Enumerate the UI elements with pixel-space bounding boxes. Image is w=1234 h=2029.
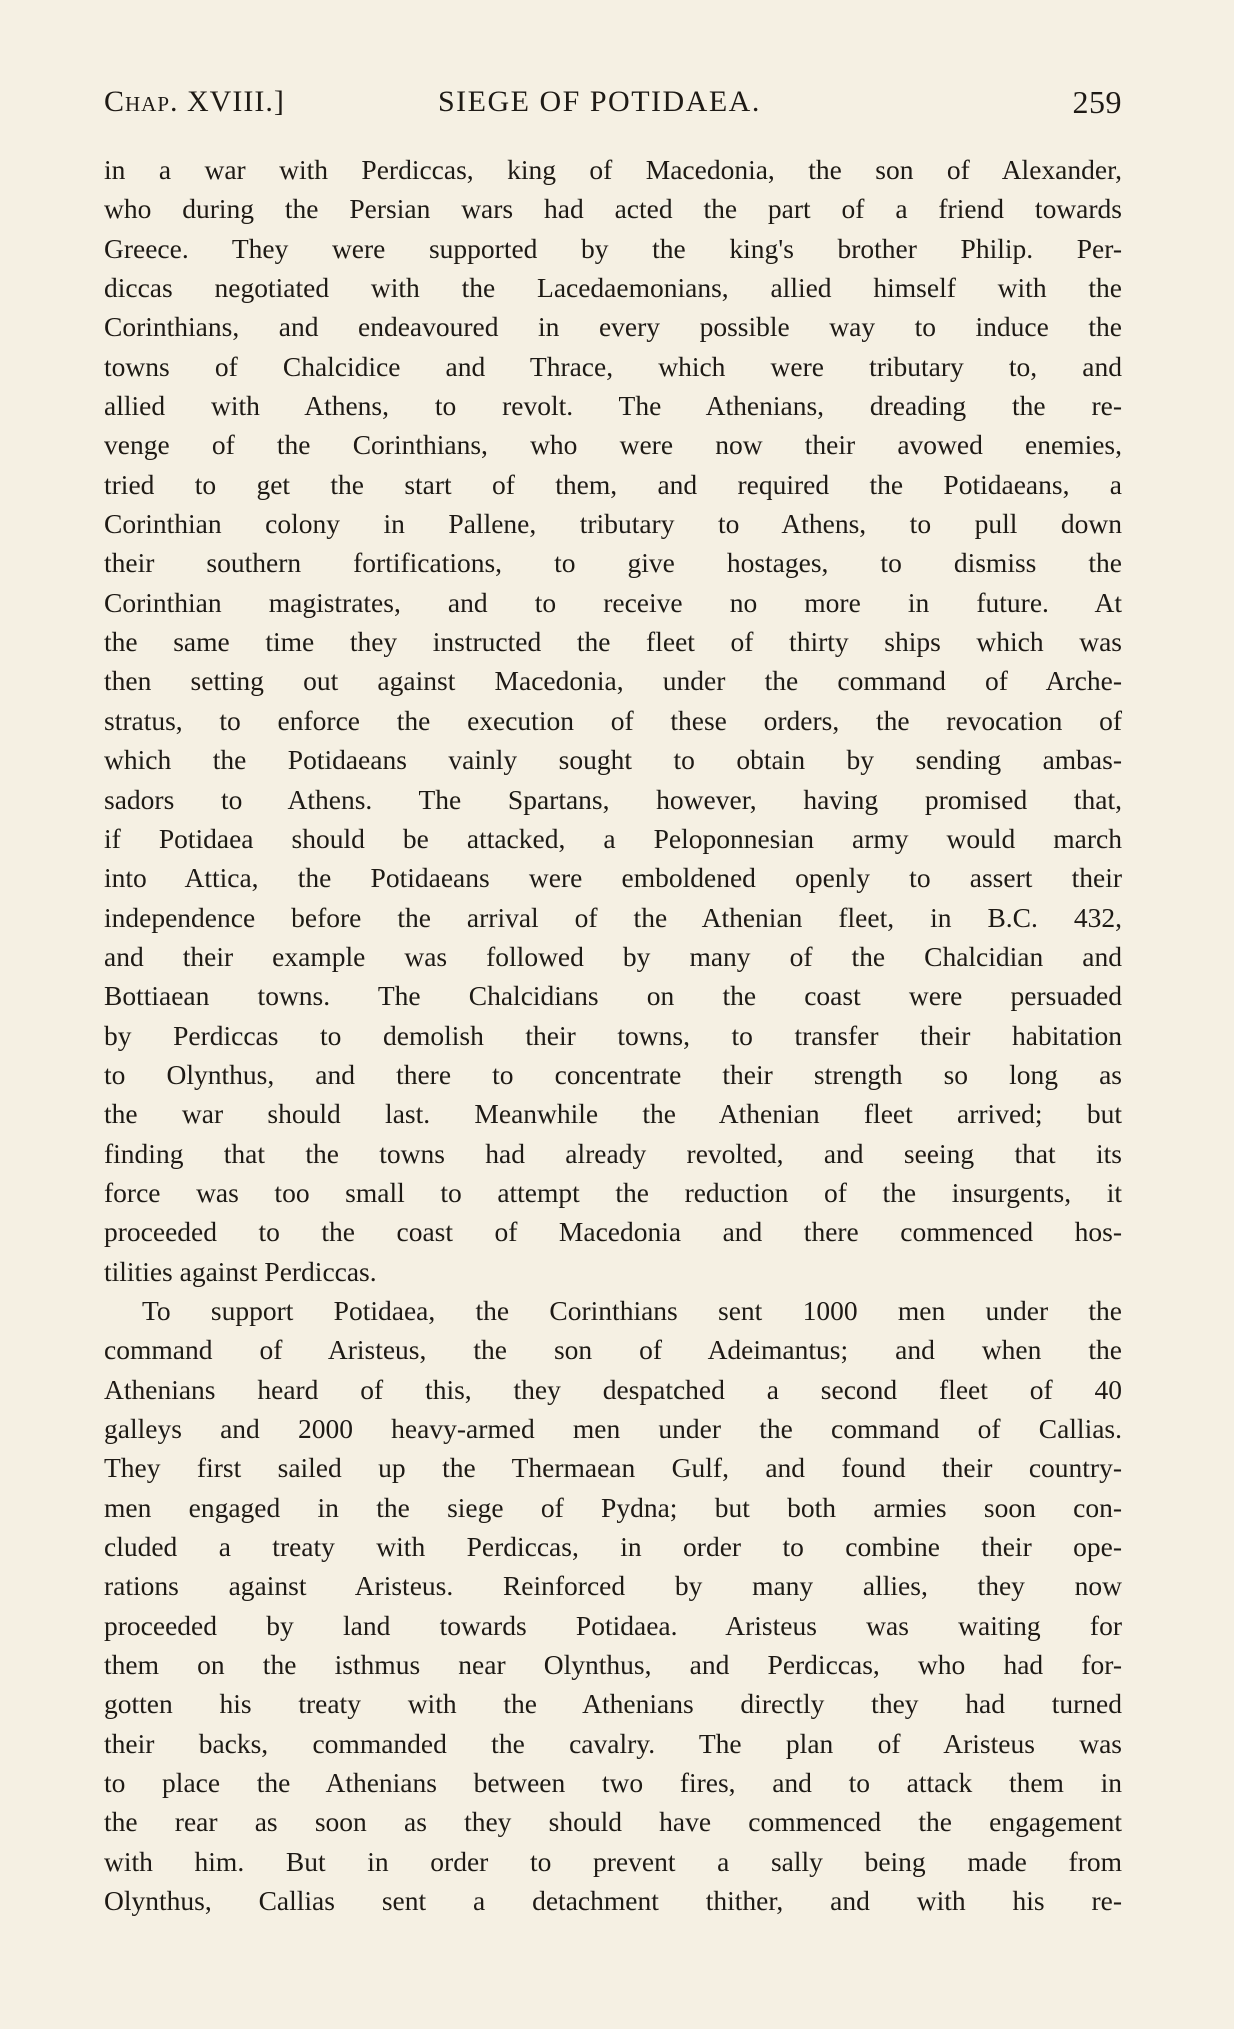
text-line: Olynthus, Callias sent a detachment thither, and with his re- (104, 1885, 1122, 1917)
text-line: cluded a treaty with Perdiccas, in order to combine their ope- (104, 1531, 1122, 1563)
text-line: proceeded by land towards Potidaea. Aristeus was waiting for (104, 1609, 1122, 1641)
text-line: towns of Chalcidice and Thrace, which were tributary to, and (104, 350, 1122, 382)
text-line: the rear as soon as they should have commenced the engagement (104, 1806, 1122, 1838)
text-line: their backs, commanded the cavalry. The plan of Aristeus was (104, 1727, 1122, 1759)
text-line: tried to get the start of them, and required the Potidaeans, a (104, 468, 1122, 500)
text-line: which the Potidaeans vainly sought to obtain by sending ambas- (104, 744, 1122, 776)
text-line: allied with Athens, to revolt. The Athenians, dreading the re- (104, 390, 1122, 422)
text-line: galleys and 2000 heavy-armed men under the command of Callias. (104, 1413, 1122, 1444)
text-line: their southern fortifications, to give hostages, to dismiss the (104, 547, 1122, 579)
text-line: Athenians heard of this, they despatched a second fleet of 40 (104, 1373, 1122, 1405)
text-line: into Attica, the Potidaeans were emboldened openly to assert their (104, 862, 1122, 894)
text-line: stratus, to enforce the execution of these orders, the revocation of (104, 704, 1122, 736)
text-line: They first sailed up the Thermaean Gulf, and found their country- (104, 1452, 1122, 1484)
text-line: to place the Athenians between two fires, and to attack them in (104, 1767, 1122, 1799)
text-line: command of Aristeus, the son of Adeimantus; and when the (104, 1334, 1122, 1366)
text-line: the same time they instructed the fleet of thirty ships which was (104, 626, 1122, 658)
text-line: and their example was followed by many of the Chalcidian and (104, 940, 1122, 972)
text-line: then setting out against Macedonia, under the command of Arche- (104, 665, 1122, 697)
page-number: 259 (1072, 84, 1122, 120)
text-line: by Perdiccas to demolish their towns, to transfer their habitation (104, 1019, 1122, 1051)
text-line: the war should last. Meanwhile the Athenian fleet arrived; but (104, 1098, 1122, 1130)
text-line: in a war with Perdiccas, king of Macedonia, the son of Alexander, (104, 154, 1122, 185)
text-line: Corinthians, and endeavoured in every possible way to induce the (104, 311, 1122, 343)
text-line: gotten his treaty with the Athenians directly they had turned (104, 1688, 1122, 1720)
body-text (104, 150, 1122, 1920)
text-line: force was too small to attempt the reduction of the insurgents, it (104, 1176, 1122, 1208)
text-line: Corinthian magistrates, and to receive no more in future. At (104, 586, 1122, 618)
chapter-label: Chap. XVIII.] (104, 85, 285, 118)
text-line: to Olynthus, and there to concentrate their strength so long as (104, 1058, 1122, 1090)
paragraph-start-line: To support Potidaea, the Corinthians sent 1000 men under the (142, 1294, 1122, 1326)
text-line: who during the Persian wars had acted the part of a friend towards (104, 193, 1122, 225)
running-title: SIEGE OF POTIDAEA. (438, 85, 761, 118)
text-line: diccas negotiated with the Lacedaemonians, allied himself with the (104, 272, 1122, 304)
text-line: rations against Aristeus. Reinforced by many allies, they now (104, 1570, 1122, 1602)
text-line: Bottiaean towns. The Chalcidians on the coast were persuaded (104, 980, 1122, 1012)
text-line: them on the isthmus near Olynthus, and Perdiccas, who had for- (104, 1649, 1122, 1681)
text-line: Corinthian colony in Pallene, tributary to Athens, to pull down (104, 508, 1122, 540)
text-line: independence before the arrival of the Athenian fleet, in B.C. 432, (104, 901, 1122, 933)
paragraph-end-line: tilities against Perdiccas. (104, 1255, 377, 1287)
text-line: sadors to Athens. The Spartans, however, having promised that, (104, 783, 1122, 815)
running-head (104, 80, 1122, 124)
text-line: Greece. They were supported by the king's brother Philip. Per- (104, 232, 1122, 264)
text-line: if Potidaea should be attacked, a Peloponnesian army would march (104, 822, 1122, 854)
text-line: finding that the towns had already revolted, and seeing that its (104, 1137, 1122, 1169)
text-line: with him. But in order to prevent a sally being made from (104, 1845, 1122, 1877)
text-line: venge of the Corinthians, who were now their avowed enemies, (104, 429, 1122, 461)
text-line: proceeded to the coast of Macedonia and there commenced hos- (104, 1216, 1122, 1248)
text-line: men engaged in the siege of Pydna; but both armies soon con- (104, 1491, 1122, 1523)
